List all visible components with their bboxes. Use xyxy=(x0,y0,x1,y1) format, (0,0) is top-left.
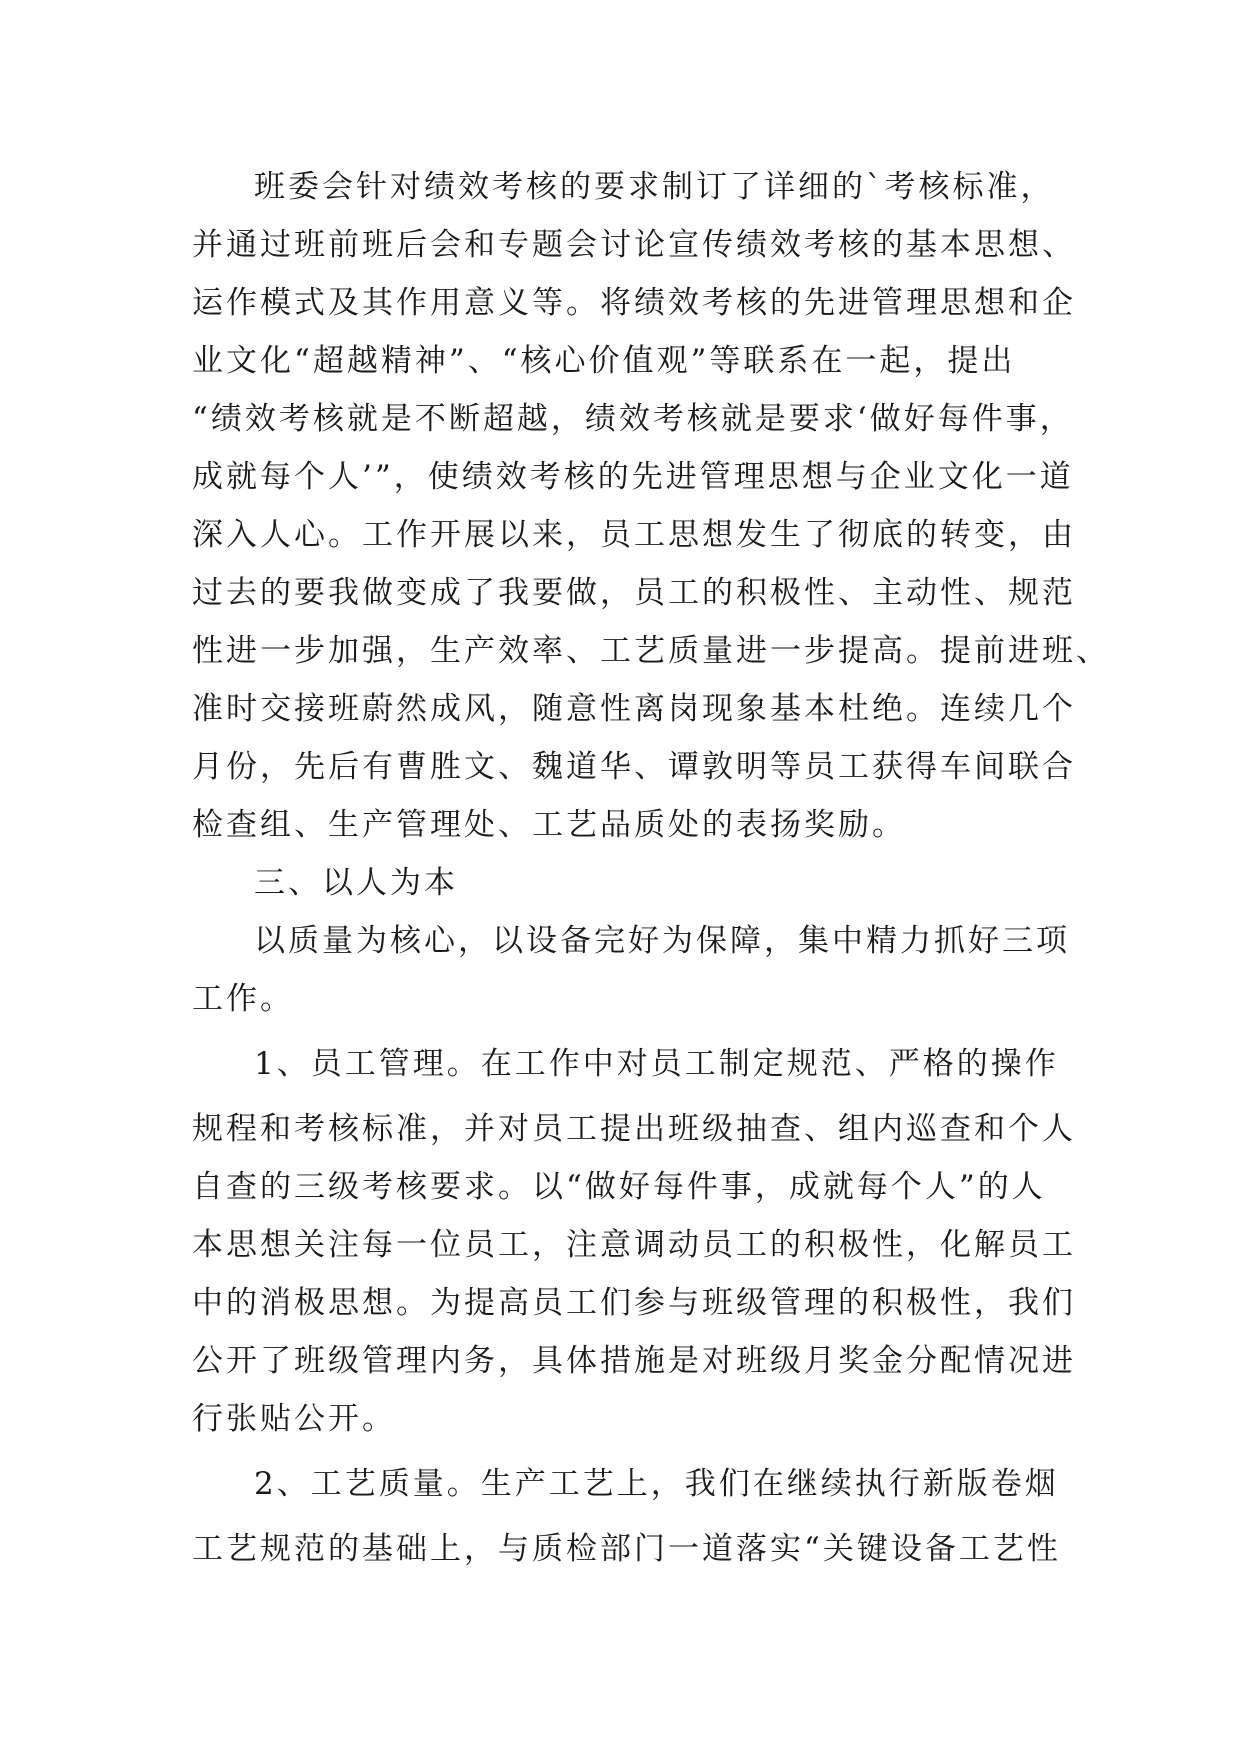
text-line: 中的消极思想。为提高员工们参与班级管理的积极性，我们 xyxy=(192,1285,1076,1321)
section-heading: 三、以人为本 xyxy=(254,865,458,901)
text-line: 并通过班前班后会和专题会讨论宣传绩效考核的基本思想、 xyxy=(192,227,1076,263)
text-line: 准时交接班蔚然成风，随意性离岗现象基本杜绝。连续几个 xyxy=(192,691,1076,727)
document-body xyxy=(192,158,1110,1578)
text-line: “绩效考核就是不断超越，绩效考核就是要求‘做好每件事， xyxy=(192,401,1074,437)
text-line: 深入人心。工作开展以来，员工思想发生了彻底的转变，由 xyxy=(192,517,1076,553)
text-line: 公开了班级管理内务，具体措施是对班级月奖金分配情况进 xyxy=(192,1343,1076,1379)
text-line: 检查组、生产管理处、工艺品质处的表扬奖励。 xyxy=(192,807,906,843)
text-line: 以质量为核心，以设备完好为保障，集中精力抓好三项 xyxy=(254,923,1070,959)
text-line: 过去的要我做变成了我要做，员工的积极性、主动性、规范 xyxy=(192,575,1076,611)
text-line: 自查的三级考核要求。以“做好每件事，成就每个人”的人 xyxy=(192,1169,1046,1205)
text-line: 规程和考核标准，并对员工提出班级抽查、组内巡查和个人 xyxy=(192,1111,1076,1147)
text-line: 工艺规范的基础上，与质检部门一道落实“关键设备工艺性 xyxy=(192,1531,1061,1567)
text-line: 业文化“超越精神”、“核心价值观”等联系在一起，提出 xyxy=(192,343,1016,379)
text-line: 1、员工管理。在工作中对员工制定规范、严格的操作 xyxy=(254,1046,1059,1082)
text-line: 行张贴公开。 xyxy=(192,1401,396,1437)
text-line: 运作模式及其作用意义等。将绩效考核的先进管理思想和企 xyxy=(192,285,1076,321)
text-line: 本思想关注每一位员工，注意调动员工的积极性，化解员工 xyxy=(192,1227,1076,1263)
text-line: 2、工艺质量。生产工艺上，我们在继续执行新版卷烟 xyxy=(254,1466,1059,1502)
text-line: 性进一步加强，生产效率、工艺质量进一步提高。提前进班、 xyxy=(192,633,1110,669)
text-line: 班委会针对绩效考核的要求制订了详细的`考核标准， xyxy=(254,169,1055,205)
text-line: 工作。 xyxy=(192,981,294,1017)
text-line: 成就每个人’”，使绩效考核的先进管理思想与企业文化一道 xyxy=(192,459,1074,495)
text-line: 月份，先后有曹胜文、魏道华、谭敦明等员工获得车间联合 xyxy=(192,749,1076,785)
